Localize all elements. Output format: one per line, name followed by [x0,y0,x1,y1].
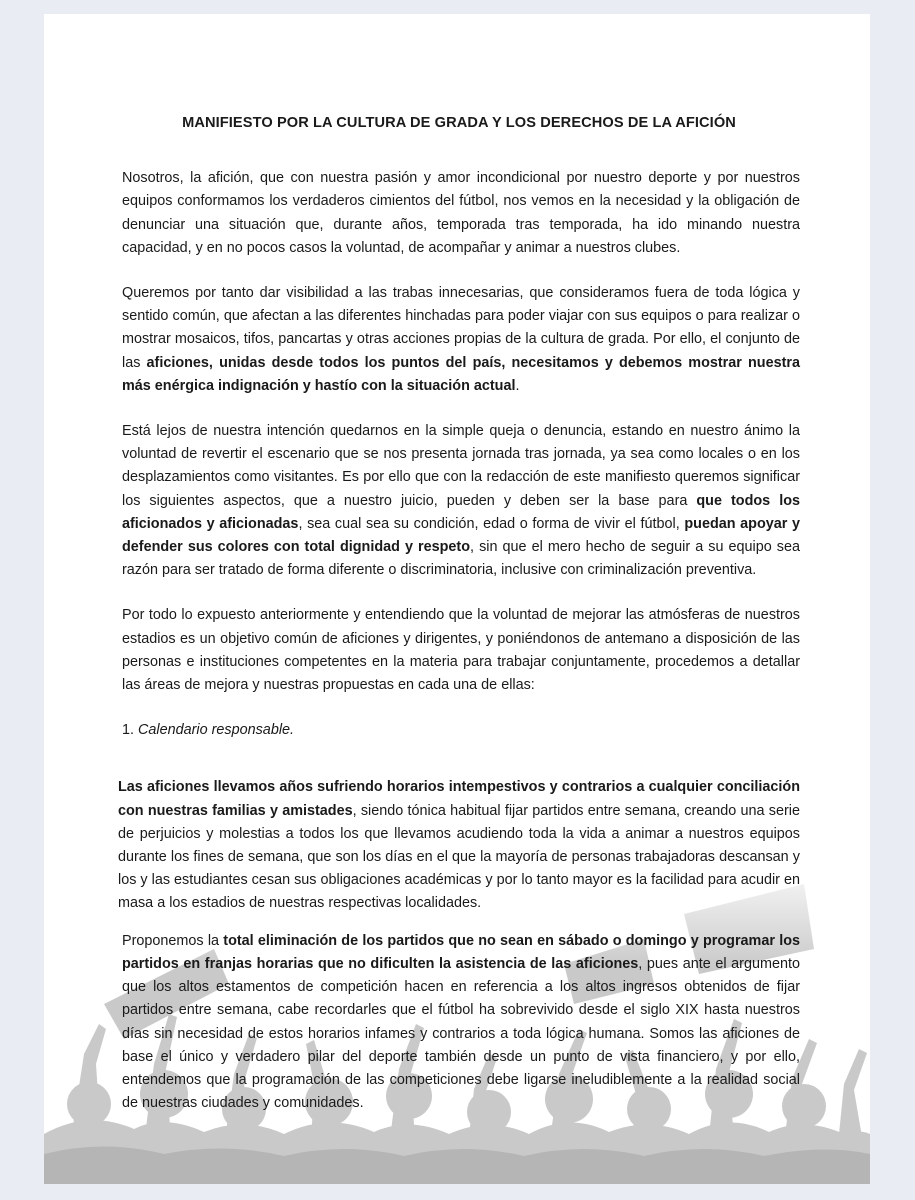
paragraph-2-text-1: Queremos por tanto dar visibilidad a las trabas innecesarias, que consideramos fuera de toda lógica y sentido común, que afectan a las diferentes hinchadas para poder viajar con sus equipos o para realizar o mostrar mosaicos, tifos, pancartas y otras acciones propias de la cultura de grada. Por ello, el conjunto de las [122,285,800,371]
paragraph-4: Por todo lo expuesto anteriormente y entendiendo que la voluntad de mejorar las atmósferas de nuestros estadios es un objetivo común de aficiones y dirigentes, y poniéndonos de antemano a disposición de las personas e instituciones competentes en la materia para trabajar conjuntamente, procedemos a detallar las áreas de mejora y nuestras propuestas en cada una de ellas: [122,607,800,694]
paragraph-6-text-1: Proponemos la [122,932,224,949]
document-title: MANIFIESTO POR LA CULTURA DE GRADA Y LOS DERECHOS DE LA AFICIÓN [182,115,736,131]
paragraph-3-bold-1: que todos los aficionados y aficionadas [122,492,800,532]
paragraph-3 [118,420,800,582]
paragraph-2-text-2: . [515,377,520,394]
paragraph-6 [118,930,800,1116]
paragraph-5-text-1: , siendo tónica habitual fijar partidos entre semana, creando una serie de perjuicios y molestias a todos los que llevamos acudiendo toda la vida a animar a nuestros equipos durante los fines de semana, que son los días en el que la mayoría de personas trabajadoras descansan y los y las estudiantes cesan sus obligaciones académicas y por lo tanto mayor es la facilidad para acudir en masa a los estadios de nuestras respectivas localidades. [118,802,800,912]
paragraph-3-bold-2: puedan apoyar y defender sus colores con total dignidad y respeto [122,515,801,556]
paragraph-5 [118,776,800,915]
document-content [118,112,800,1137]
paragraph-2-bold-1: aficiones, unidas desde todos los puntos del país, necesitamos y debemos mostrar nuestra más enérgica indignación y hastío con la situación actual [122,354,800,394]
paragraph-3-text-3: , sin que el mero hecho de seguir a su equipo sea razón para ser tratado de forma diferente o discriminatoria, inclusive con criminalización preventiva. [122,539,800,579]
section-1-title: Calendario responsable. [138,722,295,739]
paragraph-2 [118,282,800,398]
paragraph-1: Nosotros, la afición, que con nuestra pasión y amor incondicional por nuestro deporte y por nuestros equipos conformamos los verdaderos cimientos del fútbol, nos vemos en la necesidad y la obligación de denunciar una situación que, durante años, temporada tras temporada, ha ido minando nuestra capacidad, y en no pocos casos la voluntad, de acompañar y animar a nuestros clubes. [122,170,800,256]
paragraph-6-bold-1: total eliminación de los partidos que no sean en sábado o domingo y programar los partidos en franjas horarias que no dificulten la asistencia de las aficiones [122,932,800,972]
paragraph-3-text-2: , sea cual sea su condición, edad o forma de vivir el fútbol, [298,515,685,532]
paragraph-6-text-2: , pues ante el argumento que los altos estamentos de competición hacen en referencia a los altos ingresos obtenidos de fijar partidos entre semana, cabe recordarles que el fútbol ha sobrevivido desde el siglo XIX hasta nuestros días sin necesidad de estos horarios infames y contrarios a toda lógica humana. Somos las aficiones de base el único y verdadero pilar del deporte también desde un punto de vista financiero, y por ello, entendemos que la programación de las competiciones debe ligarse ineludiblemente a la realidad social de nuestras ciudades y comunidades. [122,955,800,1112]
paragraph-5-bold-1: Las aficiones llevamos años sufriendo horarios intempestivos y contrarios a cualquier conciliación con nuestras familias y amistades [118,779,800,819]
paragraph-3-text-1: Está lejos de nuestra intención quedarnos en la simple queja o denuncia, estando en nuestro ánimo la voluntad de revertir el escenario que se nos presenta jornada tras jornada, ya sea como locales o en los desplazamientos como visitantes. Es por ello que con la redacción de este manifiesto queremos significar los siguientes aspectos, que a nuestro juicio, pueden y deben ser la base para [122,423,800,509]
document-page [44,14,870,1184]
section-1-number: 1. [122,722,135,739]
section-1-heading [118,719,800,742]
